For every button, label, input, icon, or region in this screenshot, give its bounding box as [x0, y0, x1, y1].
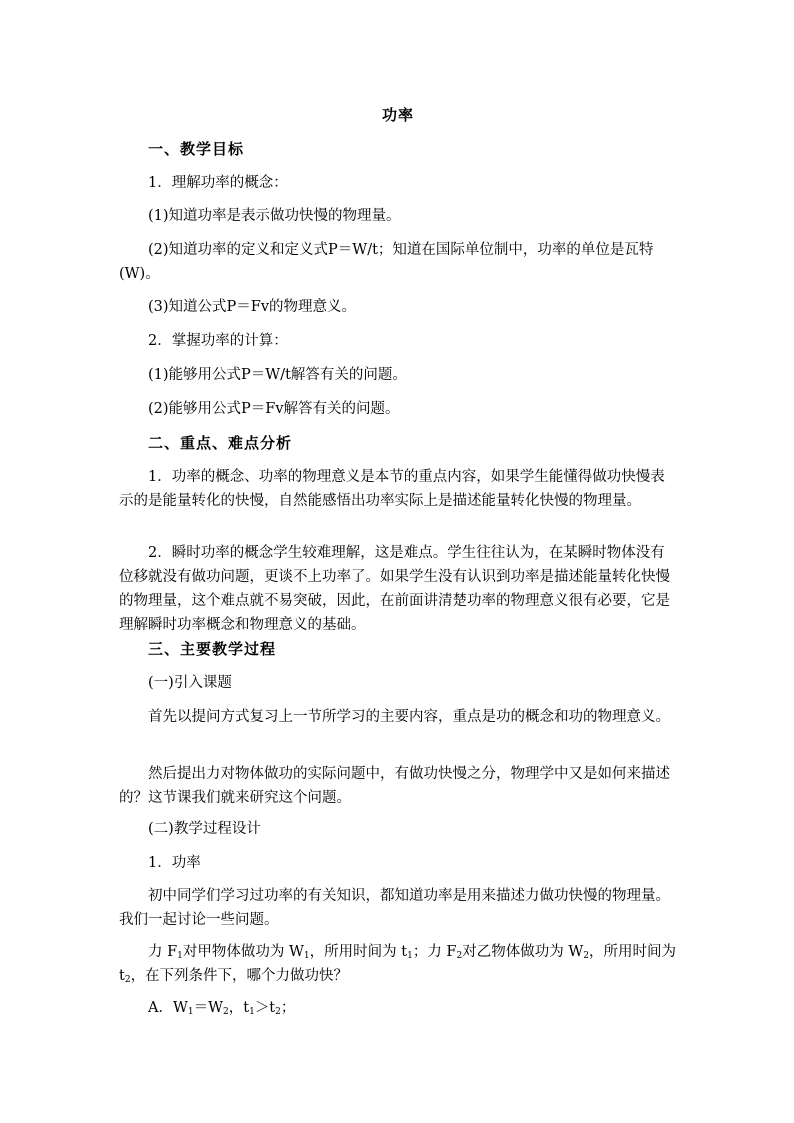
- analysis-paragraph: 1．功率的概念、功率的物理意义是本节的重点内容，如果学生能懂得做功快慢表示的是能量转化的快慢，自然能感悟出功率实际上是描述能量转化快慢的物理量。: [119, 469, 665, 509]
- objective-paragraph: (3)知道公式P＝Fv的物理意义。: [148, 299, 357, 315]
- objective-paragraph: (1)知道功率是表示做功快慢的物理量。: [148, 208, 401, 224]
- option-a: A．$W_1=W_2$，$t_1>t_2$；: [148, 1000, 296, 1017]
- objective-paragraph: (1)能够用公式P＝W/t解答有关的问题。: [148, 367, 407, 383]
- analysis-paragraph: 2．瞬时功率的概念学生较难理解，这是难点。学生往往认为，在某瞬时物体没有位移就没有做功问题，更谈不上功率了。如果学生没有认识到功率是描述能量转化快慢的物理量，这个难点就不易突破，因此，在前面讲清楚功率的物理意义很有必要，它是理解瞬时功率概念和物理意义的基础。: [119, 545, 670, 633]
- question-paragraph: 力 $F_1$对甲物体做功为 $W_1$，所用时间为 $t_1$；力 $F_2$对乙物体做功为 $W_2$，所用时间为 $t_2$，在下列条件下，哪个力做功快？: [119, 944, 676, 985]
- section-heading-key-points: 二、重点、难点分析: [148, 434, 293, 452]
- process-paragraph: 首先以提问方式复习上一节所学习的主要内容，重点是功的概念和功的物理意义。: [148, 709, 670, 725]
- objective-paragraph: (2)能够用公式P＝Fv解答有关的问题。: [148, 401, 400, 417]
- objective-paragraph: (2)知道功率的定义和定义式P＝W/t；知道在国际单位制中，功率的单位是瓦特(W)。: [119, 242, 654, 282]
- process-paragraph: 初中同学们学习过功率的有关知识，都知道功率是用来描述力做功快慢的物理量。我们一起讨论一些问题。: [119, 888, 670, 928]
- objective-item-1: 1．理解功率的概念：: [148, 175, 288, 191]
- subsection-heading: (二)教学过程设计: [148, 821, 261, 837]
- subsection-heading: (一)引入课题: [148, 675, 232, 691]
- section-heading-process: 三、主要教学过程: [148, 640, 277, 658]
- process-item-1: 1．功率: [148, 855, 201, 871]
- process-paragraph: 然后提出力对物体做功的实际问题中，有做功快慢之分，物理学中又是如何来描述的？这节课我们就来研究这个问题。: [119, 766, 670, 806]
- objective-item-2: 2．掌握功率的计算：: [148, 333, 288, 349]
- page-title: 功率: [381, 106, 414, 124]
- section-heading-objectives: 一、教学目标: [148, 140, 245, 158]
